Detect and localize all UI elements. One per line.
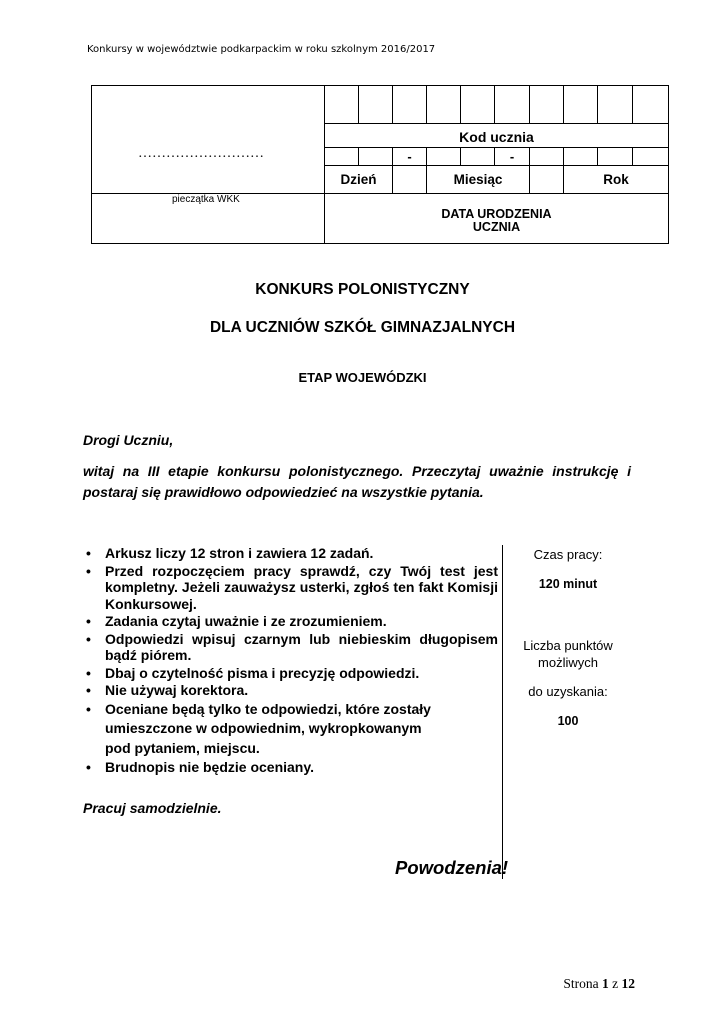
contest-stage: ETAP WOJEWÓDZKI [298,370,427,385]
bullet-icon: • [86,759,91,775]
date-cell[interactable] [633,148,668,165]
greeting: Drogi Uczniu, [83,432,174,448]
birth-date-caption-line: UCZNIA [472,220,521,234]
date-separator: - [393,148,427,165]
date-label-gap [530,166,564,193]
good-luck-note: Powodzenia! [395,857,509,878]
code-cell[interactable] [598,86,633,123]
date-label-gap [393,166,427,193]
page-number: Strona 1 z 12 [563,976,635,991]
date-cell[interactable] [564,148,598,165]
date-cell[interactable] [359,148,393,165]
date-cell[interactable] [427,148,461,165]
stamp-placeholder: ……………………… [138,146,264,161]
points-label: możliwych [538,655,598,670]
birth-date-caption-line: DATA URODZENIA [441,207,552,221]
stamp-label: pieczątka WKK [172,194,240,205]
birth-date-caption [325,208,668,234]
bullet-icon: • [86,562,91,579]
month-label: Miesiąc [427,166,530,193]
page-header: Konkursy w województwie podkarpackim w roku szkolnym 2016/2017 [87,44,436,55]
code-cell[interactable] [633,86,668,123]
contest-subtitle: DLA UCZNIÓW SZKÓŁ GIMNAZJALNYCH [209,319,516,336]
grid-line [325,193,668,194]
date-cell[interactable] [461,148,495,165]
student-code-cells [325,86,668,123]
date-cell[interactable] [530,148,564,165]
time-value: 120 minut [538,577,598,591]
points-label: do uzyskania: [528,684,608,699]
instruction-item: • Dbaj o czytelność pisma i precyzję odpowiedzi. [86,664,420,681]
column-divider [502,545,503,879]
birth-date-cells [325,148,668,165]
instruction-item: • Nie używaj korektora. [86,682,249,698]
instructions-list [83,545,498,777]
date-labels-row [325,166,668,193]
day-label: Dzień [325,166,393,193]
bullet-icon: • [86,613,91,629]
bullet-icon: • [86,545,91,561]
instruction-item: • Brudnopis nie będzie oceniany. [86,759,314,775]
bullet-icon: • [86,700,91,717]
code-cell[interactable] [393,86,427,123]
code-cell[interactable] [564,86,598,123]
date-cell[interactable] [325,148,359,165]
intro-text: witaj na III etapie konkursu polonistycznego. Przeczytaj uważnie instrukcję i postaraj się prawidłowo odpowiedzieć na wszystkie pytania. [83,463,631,500]
bullet-icon: • [86,664,91,681]
points-label: Liczba punktów [523,638,613,653]
code-cell[interactable] [325,86,359,123]
work-alone-note: Pracuj samodzielnie. [83,800,222,816]
instruction-item: • Oceniane będą tylko te odpowiedzi, które zostały umieszczone w odpowiednim, wykropkowanym pod pytaniem, miejscu. [86,700,431,756]
instruction-item: • Odpowiedzi wpisuj czarnym lub niebieskim długopisem bądź piórem. [86,630,498,663]
instruction-item: • Arkusz liczy 12 stron i zawiera 12 zadań. [86,545,374,561]
code-cell[interactable] [461,86,495,123]
student-info-box [91,85,669,244]
code-cell[interactable] [359,86,393,123]
student-code-label: Kod ucznia [459,129,534,145]
time-label: Czas pracy: [533,547,603,562]
contest-title: KONKURS POLONISTYCZNY [255,281,470,298]
grid-line [325,123,668,124]
code-cell[interactable] [427,86,461,123]
bullet-icon: • [86,630,91,647]
date-cell[interactable] [598,148,633,165]
code-cell[interactable] [495,86,530,123]
points-value: 100 [557,714,579,728]
instruction-item: • Przed rozpoczęciem pracy sprawdź, czy Twój test jest kompletny. Jeżeli zauważysz usterki, zgłoś ten fakt Komisji Konkursowej. [86,562,498,612]
code-cell[interactable] [530,86,564,123]
year-label: Rok [603,172,629,187]
bullet-icon: • [86,682,91,698]
instruction-item: • Zadania czytaj uważnie i ze zrozumieniem. [86,613,387,629]
date-separator: - [495,148,530,165]
